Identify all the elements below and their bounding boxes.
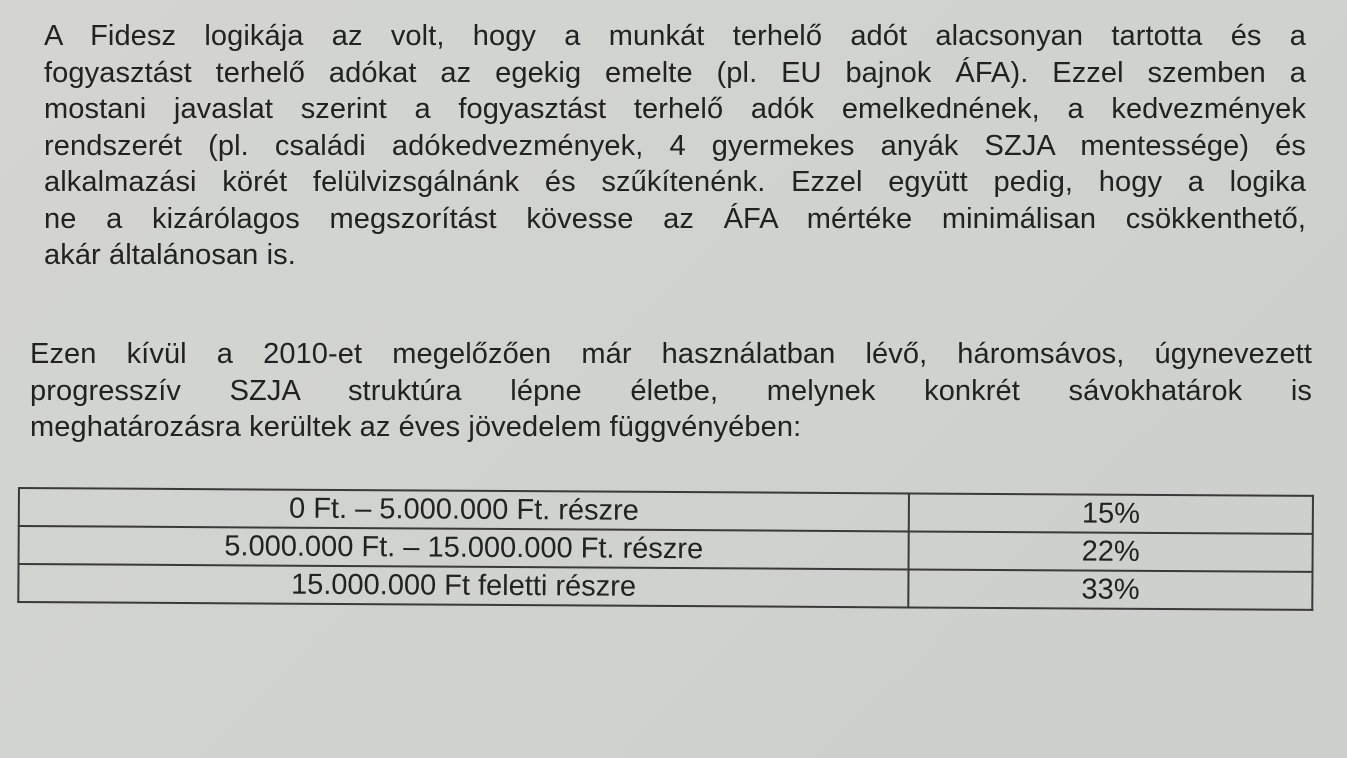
text-line: akár általánosan is. — [44, 239, 296, 271]
paragraph-progressive-szja — [30, 336, 1312, 446]
text-line: alkalmazási körét felülvizsgálnánk és szűkítenénk. Ezzel együtt pedig, hogy a logika — [44, 166, 1306, 198]
table-row — [18, 564, 1312, 610]
text-line: A Fidesz logikája az volt, hogy a munkát terhelő adót alacsonyan tartotta és a — [44, 20, 1306, 52]
tax-bracket-table — [17, 487, 1314, 611]
tax-rate-cell: 22% — [909, 531, 1313, 571]
income-band-cell: 5.000.000 Ft. – 15.000.000 Ft. részre — [19, 526, 909, 569]
text-line: mostani javaslat szerint a fogyasztást terhelő adók emelkednének, a kedvezmények — [44, 93, 1306, 125]
income-band-cell: 15.000.000 Ft feletti részre — [18, 564, 908, 607]
text-line: meghatározásra kerültek az éves jövedelem függvényében: — [30, 411, 802, 443]
text-line: progresszív SZJA struktúra lépne életbe, melynek konkrét sávokhatárok is — [30, 374, 1312, 407]
income-band-cell: 0 Ft. – 5.000.000 Ft. részre — [19, 488, 909, 531]
text-line: ne a kizárólagos megszorítást kövesse az ÁFA mértéke minimálisan csökkenthető, — [44, 202, 1306, 235]
text-line: Ezen kívül a 2010-et megelőzően már használatban lévő, háromsávos, úgynevezett — [30, 338, 1312, 370]
tax-rate-cell: 15% — [909, 493, 1313, 533]
tax-rate-cell: 33% — [909, 569, 1313, 609]
text-line: rendszerét (pl. családi adókedvezmények, 4 gyermekes anyák SZJA mentessége) és — [44, 129, 1306, 162]
text-line: fogyasztást terhelő adókat az egekig emelte (pl. EU bajnok ÁFA). Ezzel szemben a — [44, 56, 1306, 89]
paragraph-fidesz-logic — [44, 18, 1306, 274]
